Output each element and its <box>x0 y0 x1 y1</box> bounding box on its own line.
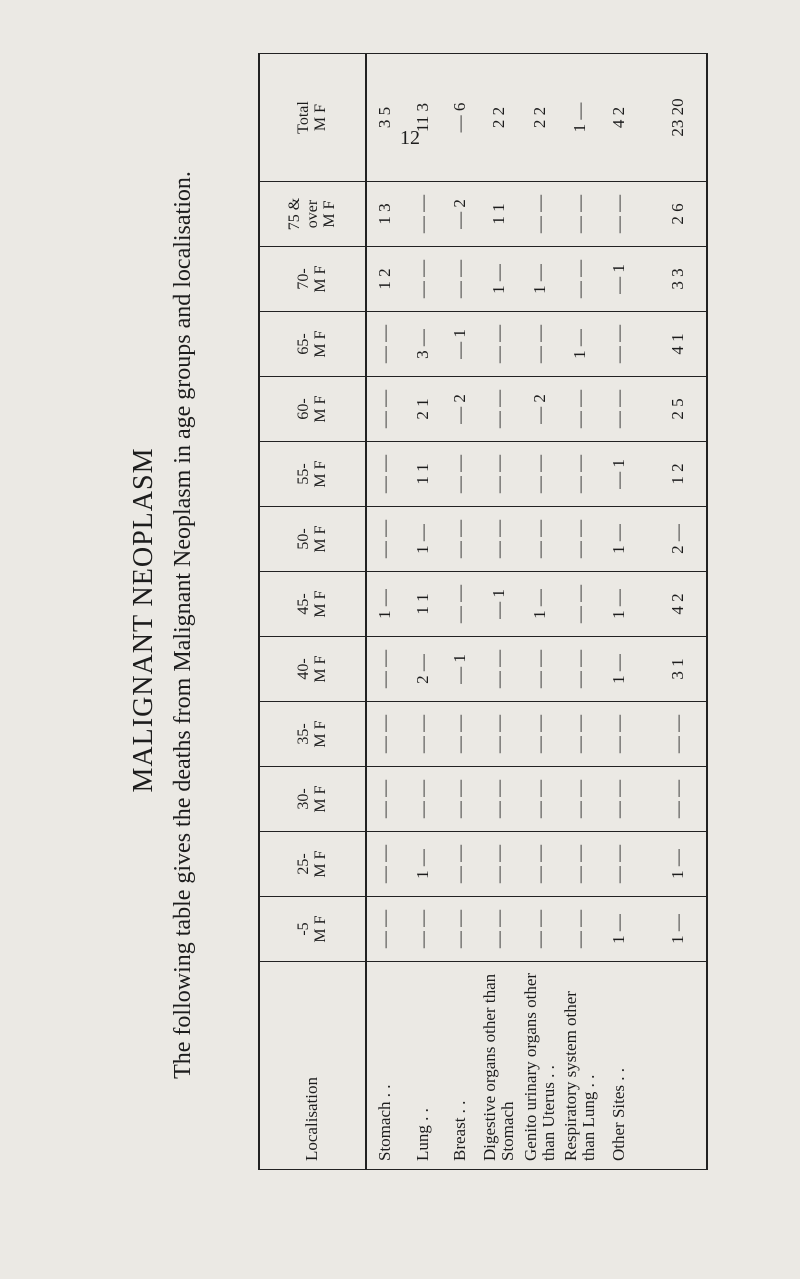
sex-label: M F <box>312 265 330 293</box>
total-cell: 2 — <box>649 507 707 572</box>
count-cell: — — <box>479 767 519 832</box>
sex-label: M F <box>321 200 339 228</box>
count-cell: — — <box>560 442 600 507</box>
count-cell: — — <box>442 702 479 767</box>
count-cell: 1 — <box>600 637 637 702</box>
age-group-header <box>259 832 366 897</box>
spacer-cell <box>638 572 649 637</box>
count-cell: — — <box>442 442 479 507</box>
count-cell: 1 1 <box>404 572 441 637</box>
age-group-header <box>259 312 366 377</box>
count-cell: 1 — <box>404 832 441 897</box>
age-group-header <box>259 247 366 312</box>
count-cell: — 2 <box>442 182 479 247</box>
age-group-label: 65- <box>294 333 312 355</box>
sex-label: M F <box>312 395 330 423</box>
count-cell: — 1 <box>479 572 519 637</box>
count-cell: — — <box>560 507 600 572</box>
count-cell: — — <box>560 377 600 442</box>
count-cell: 1 3 <box>366 182 405 247</box>
age-group-label: 30- <box>294 788 312 810</box>
age-group-label: 60- <box>294 398 312 420</box>
sex-label: M F <box>312 330 330 358</box>
count-cell: — — <box>442 572 479 637</box>
count-cell: — 6 <box>442 54 479 182</box>
count-cell: 2 1 <box>404 377 441 442</box>
sex-label: M F <box>312 915 330 943</box>
age-group-label: -5 <box>294 922 312 936</box>
spacer-cell <box>638 637 649 702</box>
totals-label-cell <box>649 962 707 1170</box>
sex-label: M F <box>312 655 330 683</box>
table-row <box>442 54 479 1170</box>
count-cell: 1 2 <box>366 247 405 312</box>
neoplasm-table <box>258 53 708 1170</box>
count-cell: — — <box>600 832 637 897</box>
count-cell: — — <box>600 702 637 767</box>
spacer-cell <box>638 962 649 1170</box>
localisation-label: Digestive organs other than Stomach <box>479 962 519 1170</box>
count-cell: — — <box>366 377 405 442</box>
count-cell: — — <box>479 702 519 767</box>
age-group-label: 40- <box>294 658 312 680</box>
total-cell: 2 5 <box>649 377 707 442</box>
age-group-header <box>259 54 366 182</box>
spacer-cell <box>638 247 649 312</box>
count-cell: — — <box>479 507 519 572</box>
count-cell: 1 — <box>404 507 441 572</box>
age-group-header <box>259 182 366 247</box>
count-cell: — — <box>442 247 479 312</box>
count-cell: — — <box>366 637 405 702</box>
table-row <box>560 54 600 1170</box>
total-cell: 2 6 <box>649 182 707 247</box>
count-cell: — — <box>404 767 441 832</box>
age-group-header <box>259 572 366 637</box>
count-cell: — — <box>442 832 479 897</box>
count-cell: 1 — <box>519 247 559 312</box>
count-cell: — — <box>442 767 479 832</box>
spacer-cell <box>638 442 649 507</box>
count-cell: — — <box>560 832 600 897</box>
age-group-label: 50- <box>294 528 312 550</box>
count-cell: — 1 <box>442 312 479 377</box>
spacer-cell <box>638 312 649 377</box>
age-group-header <box>259 377 366 442</box>
total-cell: 3 3 <box>649 247 707 312</box>
table-row <box>479 54 519 1170</box>
table-row <box>519 54 559 1170</box>
count-cell: — — <box>479 377 519 442</box>
count-cell: 3 — <box>404 312 441 377</box>
count-cell: — — <box>366 312 405 377</box>
total-cell: 4 1 <box>649 312 707 377</box>
table-caption: The following table gives the deaths from Malignant Neoplasm in age groups and localisation. <box>170 171 196 1079</box>
page-number: 12 <box>400 127 420 149</box>
count-cell: — — <box>442 897 479 962</box>
count-cell: — 1 <box>600 442 637 507</box>
count-cell: — — <box>479 637 519 702</box>
total-cell: 1 2 <box>649 442 707 507</box>
spacer-cell <box>638 182 649 247</box>
count-cell: — — <box>366 767 405 832</box>
localisation-label: Genito urinary organs other than Uterus . . <box>519 962 559 1170</box>
age-group-header <box>259 702 366 767</box>
count-cell: — — <box>560 897 600 962</box>
spacer-cell <box>638 702 649 767</box>
spacer-cell <box>638 767 649 832</box>
sex-label: M F <box>312 590 330 618</box>
spacer-cell <box>638 377 649 442</box>
count-cell: — — <box>560 247 600 312</box>
count-cell: — — <box>519 832 559 897</box>
count-cell: — — <box>404 702 441 767</box>
sex-label: M F <box>312 103 330 132</box>
count-cell: 1 — <box>560 312 600 377</box>
count-cell: — — <box>366 832 405 897</box>
count-cell: — — <box>404 182 441 247</box>
age-group-header <box>259 767 366 832</box>
count-cell: — — <box>366 442 405 507</box>
age-group-label: Total <box>294 101 312 134</box>
total-cell: 1 — <box>649 832 707 897</box>
count-cell: — — <box>519 442 559 507</box>
localisation-label: Other Sites . . <box>600 962 637 1170</box>
count-cell: — — <box>519 637 559 702</box>
table-row <box>600 54 637 1170</box>
total-cell: 3 1 <box>649 637 707 702</box>
spacer-cell <box>638 832 649 897</box>
totals-row <box>649 54 707 1170</box>
sex-label: M F <box>312 850 330 878</box>
header-row <box>259 54 366 1170</box>
count-cell: — — <box>600 182 637 247</box>
count-cell: — — <box>560 702 600 767</box>
count-cell: — — <box>560 182 600 247</box>
sex-label: M F <box>312 525 330 553</box>
count-cell: — — <box>519 312 559 377</box>
age-group-label: 45- <box>294 593 312 615</box>
age-group-label: 70- <box>294 268 312 290</box>
count-cell: — — <box>479 897 519 962</box>
count-cell: 2 2 <box>479 54 519 182</box>
count-cell: — — <box>479 832 519 897</box>
age-group-header <box>259 442 366 507</box>
age-group-label: 55- <box>294 463 312 485</box>
age-group-header <box>259 897 366 962</box>
count-cell: 2 2 <box>519 54 559 182</box>
spacer-cell <box>638 507 649 572</box>
spacer-cell <box>638 54 649 182</box>
count-cell: — 1 <box>600 247 637 312</box>
table-row <box>404 54 441 1170</box>
count-cell: 1 1 <box>404 442 441 507</box>
localisation-label: Respiratory system other than Lung . . <box>560 962 600 1170</box>
count-cell: — — <box>519 702 559 767</box>
spacer-row <box>638 54 649 1170</box>
count-cell: 1 — <box>600 507 637 572</box>
count-cell: 11 3 <box>404 54 441 182</box>
total-cell: 23 20 <box>649 54 707 182</box>
spacer-cell <box>638 897 649 962</box>
count-cell: — — <box>519 767 559 832</box>
count-cell: 2 — <box>404 637 441 702</box>
count-cell: 1 — <box>560 54 600 182</box>
count-cell: 1 — <box>366 572 405 637</box>
count-cell: — — <box>479 312 519 377</box>
table-row <box>366 54 405 1170</box>
count-cell: 1 — <box>600 572 637 637</box>
total-cell: — — <box>649 767 707 832</box>
count-cell: — — <box>519 897 559 962</box>
localisation-label: Breast . . <box>442 962 479 1170</box>
count-cell: 1 — <box>600 897 637 962</box>
count-cell: 1 1 <box>479 182 519 247</box>
count-cell: — — <box>404 247 441 312</box>
age-group-label: 75 & over <box>285 197 321 231</box>
count-cell: — — <box>600 377 637 442</box>
localisation-label: Lung . . <box>404 962 441 1170</box>
count-cell: — — <box>404 897 441 962</box>
age-group-label: 25- <box>294 853 312 875</box>
count-cell: — — <box>366 507 405 572</box>
count-cell: — — <box>366 702 405 767</box>
sex-label: M F <box>312 785 330 813</box>
count-cell: — 1 <box>442 637 479 702</box>
age-group-header <box>259 637 366 702</box>
count-cell: — — <box>519 507 559 572</box>
count-cell: 3 5 <box>366 54 405 182</box>
count-cell: — — <box>479 442 519 507</box>
count-cell: 1 — <box>519 572 559 637</box>
count-cell: — — <box>600 312 637 377</box>
count-cell: — 2 <box>519 377 559 442</box>
sex-label: M F <box>312 720 330 748</box>
count-cell: 4 2 <box>600 54 637 182</box>
page-heading: MALIGNANT NEOPLASM <box>128 447 159 793</box>
count-cell: — — <box>560 767 600 832</box>
localisation-label: Stomach . . <box>366 962 405 1170</box>
total-cell: 1 — <box>649 897 707 962</box>
age-group-label: 35- <box>294 723 312 745</box>
count-cell: — 2 <box>442 377 479 442</box>
count-cell: — — <box>366 897 405 962</box>
count-cell: 1 — <box>479 247 519 312</box>
total-cell: — — <box>649 702 707 767</box>
count-cell: — — <box>560 572 600 637</box>
localisation-header: Localisation <box>259 962 366 1170</box>
count-cell: — — <box>560 637 600 702</box>
count-cell: — — <box>600 767 637 832</box>
sex-label: M F <box>312 460 330 488</box>
count-cell: — — <box>442 507 479 572</box>
age-group-header <box>259 507 366 572</box>
count-cell: — — <box>519 182 559 247</box>
total-cell: 4 2 <box>649 572 707 637</box>
